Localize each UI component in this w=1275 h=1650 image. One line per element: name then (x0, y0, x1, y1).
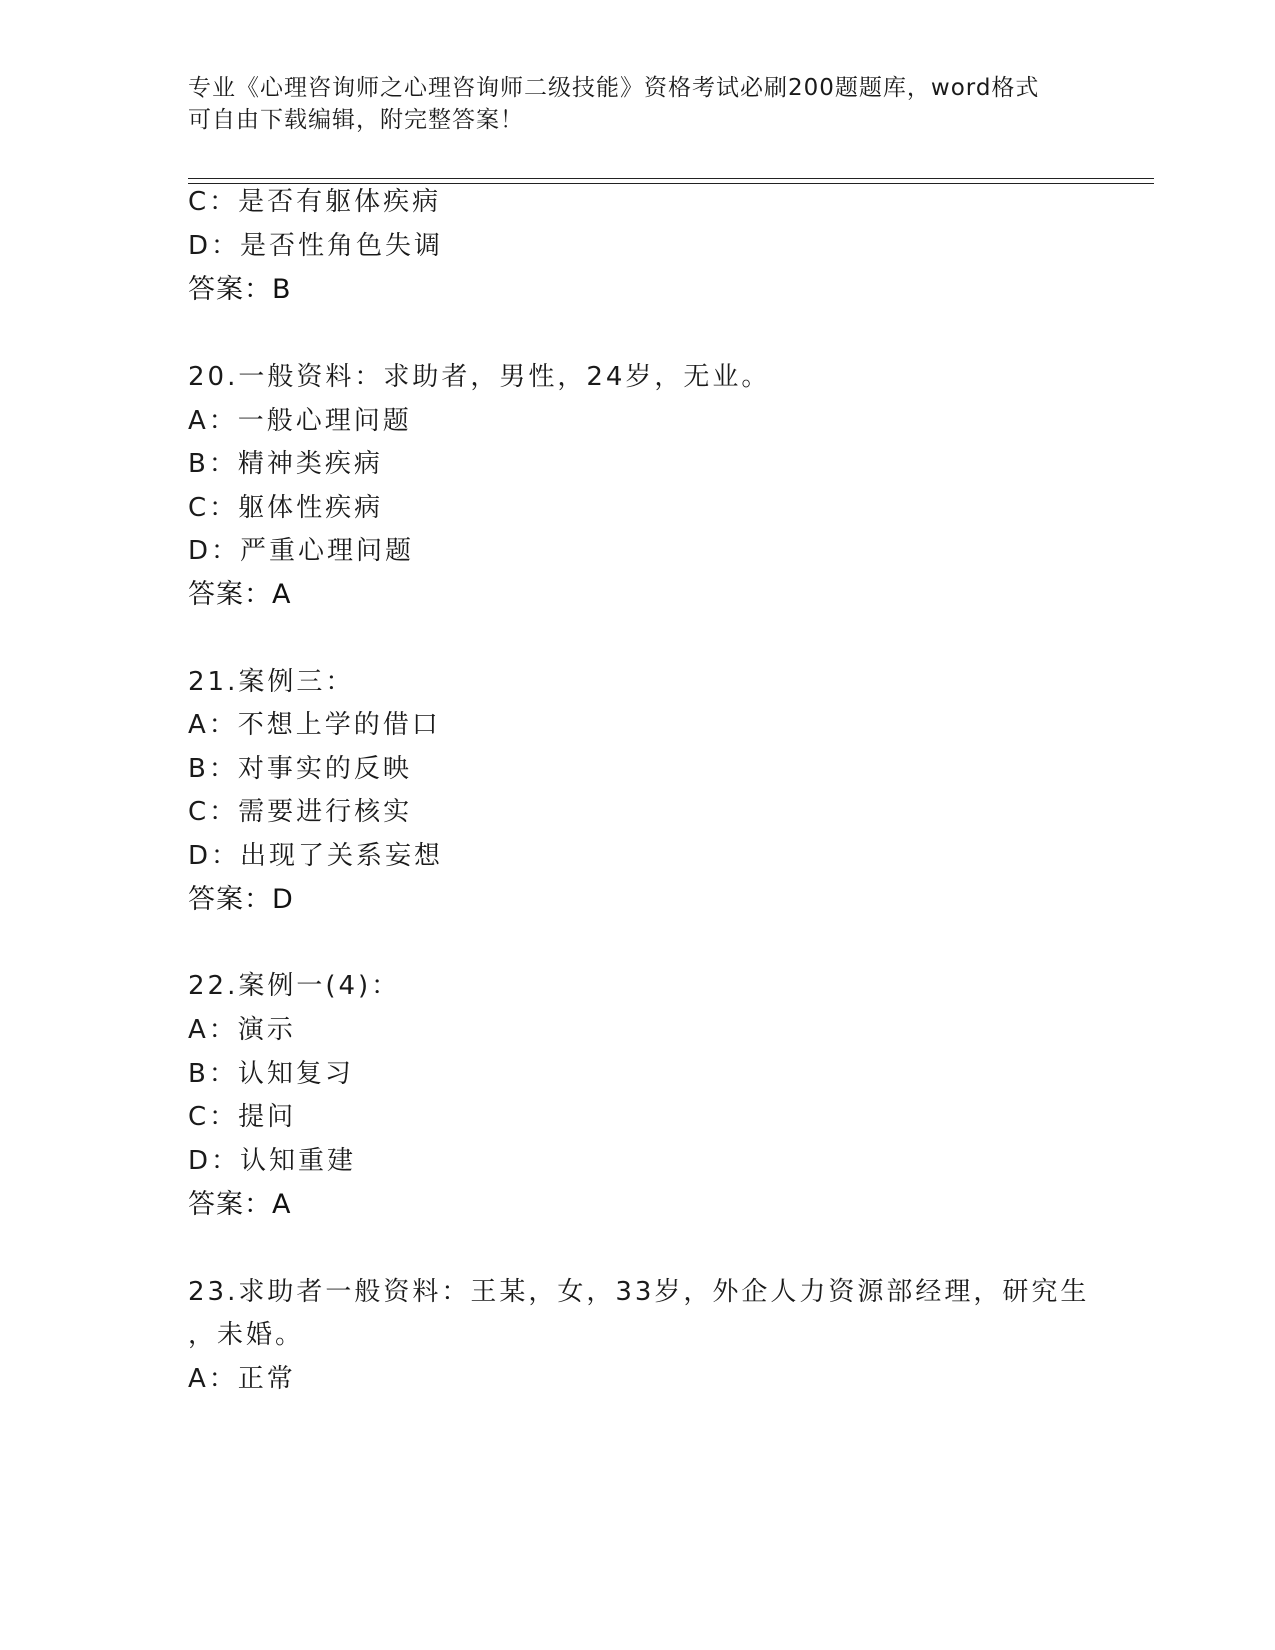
q20-option-d: D：严重心理问题 (188, 536, 415, 566)
q21-option-c: C：需要进行核实 (188, 797, 413, 827)
document-header (188, 72, 1068, 136)
header-divider-bottom (188, 183, 1154, 184)
q21-answer: 答案：D (188, 884, 294, 915)
q21-stem: 21.案例三： (188, 667, 355, 697)
q20-option-c: C：躯体性疾病 (188, 493, 384, 523)
q22-option-a: A：演示 (188, 1015, 296, 1045)
q23-option-a: A：正常 (188, 1364, 296, 1394)
q19-answer: 答案：B (188, 274, 292, 305)
header-title-line-1: 专业《心理咨询师之心理咨询师二级技能》资格考试必刷200题题库，word格式 (188, 75, 1040, 101)
q21-option-a: A：不想上学的借口 (188, 710, 441, 740)
header-title-line-2: 可自由下载编辑，附完整答案！ (188, 107, 524, 133)
q23-stem-line-2: ，未婚。 (188, 1320, 305, 1350)
q22-option-c: C：提问 (188, 1102, 297, 1132)
q22-stem: 22.案例一(4)： (188, 971, 401, 1001)
q19-option-c: C：是否有躯体疾病 (188, 187, 442, 217)
q23-stem-line-1: 23.求助者一般资料：王某，女，33岁，外企人力资源部经理，研究生 (188, 1277, 1090, 1307)
q19-option-d: D：是否性角色失调 (188, 231, 444, 261)
q20-option-b: B：精神类疾病 (188, 449, 383, 479)
q22-option-b: B：认知复习 (188, 1059, 354, 1089)
q22-option-d: D：认知重建 (188, 1146, 357, 1176)
q20-stem: 20.一般资料：求助者，男性，24岁，无业。 (188, 362, 771, 392)
q22-answer: 答案：A (188, 1189, 292, 1220)
q20-option-a: A：一般心理问题 (188, 406, 412, 436)
header-divider-top (188, 178, 1154, 179)
q21-option-d: D：出现了关系妄想 (188, 841, 444, 871)
q20-answer: 答案：A (188, 579, 292, 610)
q21-option-b: B：对事实的反映 (188, 754, 412, 784)
